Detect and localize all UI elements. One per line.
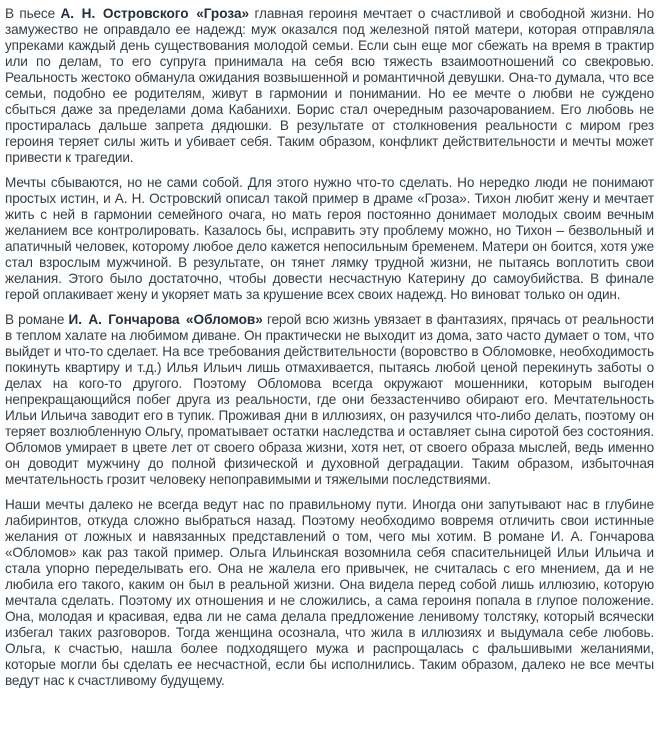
work-title-bold: А. Н. Островского «Гроза»: [60, 6, 250, 21]
work-title-bold: И. А. Гончарова «Обломов»: [68, 312, 263, 327]
text-run: Мечты сбываются, но не сами собой. Для этого нужно что-то сделать. Но нередко люди не понимают простых истин, и А. Н. Островский описал такой пример в драме «Гроза». Тихон любит жену и мечтает жить с ней в гармонии семейного очага, но мать героя постоянно донимает молодых своим вечным желанием все контролировать. Казалось бы, исправить эту проблему можно, но Тихон – безвольный и апатичный человек, которому любое дело кажется непосильным бременем. Матери он боится, хотя уже стал взрослым мужчиной. В результате, он тянет лямку трудной жизни, не пытаясь воплотить свои желания. Этого было достаточно, чтобы довести несчастную Катерину до самоубийства. В финале герой оплакивает жену и укоряет мать за крушение всех своих надежд. Но виноват только он один.: [5, 175, 654, 302]
text-run: главная героиня мечтает о счастливой и свободной жизни. Но замужество не оправдало ее надежд: муж оказался под железной пятой матери, которая отправляла упреками каждый день существования молодой семьи. Если сын еще мог сбежать на время в трактир или по делам, то его супруга принимала на себя всю тяжесть взаимоотношений со свекровью. Реальность жестоко обманула ожидания возвышенной и романтичной девушки. Она-то думала, что все семьи, подобно ее родителям, живут в гармонии и понимании. Но ее мечте о любви не суждено сбыться даже за пределами дома Кабанихи. Борис стал очередным разочарованием. Его любовь не простиралась дальше запрета дядюшки. В результате от столкновения реальности с миром грез героиня теряет силы жить и убивает себя. Таким образом, конфликт действительности и мечты может привести к трагедии.: [5, 6, 655, 165]
text-run: герой всю жизнь увязает в фантазиях, прячась от реальности в теплом халате на любимом диване. Он практически не выходит из дома, зато часто думает о том, что выйдет и что-то сделает. На все требования действительности (воровство в Обломовке, необходимость покинуть квартиру и т.д.) Илья Ильич лишь отмахивается, пытаясь любой ценой перекинуть заботы о делах на кого-то другого. Поэтому Обломова всегда окружают мошенники, которым выгоден непрекращающийся побег друга из реальности, где они беззастенчиво обирают его. Мечтательность Ильи Ильича заводит его в тупик. Проживая дни в иллюзиях, он разучился что-либо делать, поэтому он теряет возлюбленную Ольгу, проматывает остатки наследства и оставляет сына сиротой без состояния. Обломов умирает в цвете лет от своего образа жизни, хотя нет, от своего образа мыслей, ведь именно он доводит мужчину до полной физической и духовной деградации. Таким образом, избыточная мечтательность грозит человеку непоправимыми и тяжелыми последствиями.: [5, 312, 654, 487]
paragraph-3: [5, 312, 654, 488]
paragraph-2: [5, 175, 654, 303]
text-run: В пьесе: [5, 6, 61, 21]
paragraph-1: [5, 6, 654, 166]
paragraph-4: [5, 497, 654, 689]
text-run: Наши мечты далеко не всегда ведут нас по правильному пути. Иногда они запутывают нас в глубине лабиринтов, откуда сложно выбраться назад. Поэтому необходимо вовремя отличить свои истинные желания от ложных и навязанных представлений о том, чего мы хотим. В романе И. А. Гончарова «Обломов» как раз такой пример. Ольга Ильинская возомнила себя спасительницей Ильи Ильича и стала упорно переделывать его. Она не жалела его привычек, не считалась с его мнением, да и не любила его такого, каким он был в реальной жизни. Она видела перед собой лишь иллюзию, которую мечтала сделать. Поэтому их отношения и не сложились, а сама героиня попала в глупое положение. Она, молодая и красивая, едва ли не сама делала предложение ленивому толстяку, который всячески избегал таких разговоров. Тогда женщина осознала, что жила в иллюзиях и выдумала себе любовь. Ольга, к счастью, нашла более подходящего мужа и распрощалась с фальшивыми желаниями, которые могли бы сделать ее несчастной, если бы исполнились. Таким образом, далеко не все мечты ведут нас к счастливому будущему.: [5, 497, 654, 688]
text-run: В романе: [5, 312, 69, 327]
